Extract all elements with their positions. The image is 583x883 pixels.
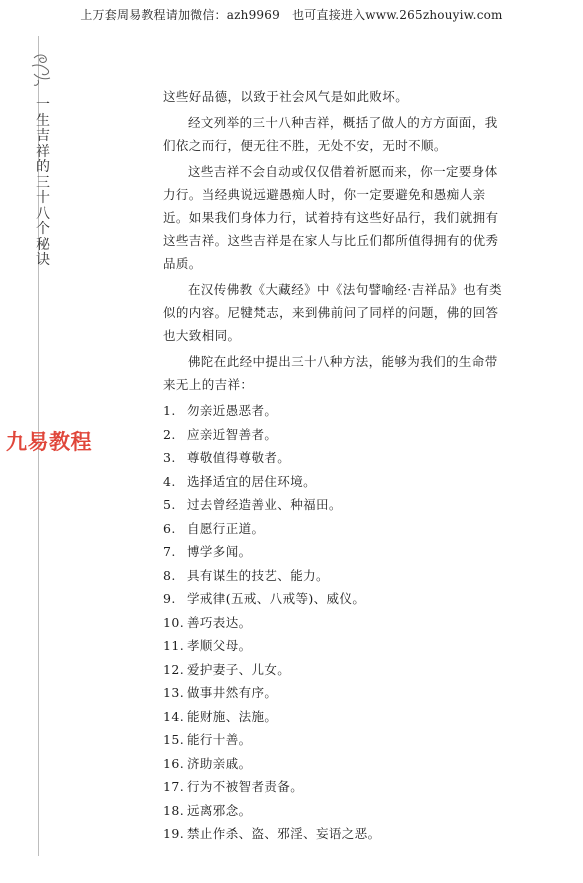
list-item-number: 14. [163, 708, 185, 724]
list-item-number: 5. [163, 497, 176, 512]
list-item [163, 446, 503, 470]
list-item-number: 9. [163, 591, 176, 606]
list-item-number: 15. [163, 732, 185, 747]
list-item [163, 681, 503, 705]
list-item-text: 尊敬值得尊敬者。 [187, 450, 291, 465]
list-item-text: 学戒律(五戒、八戒等)、威仪。 [187, 591, 366, 606]
paragraph: 这些好品德，以致于社会风气是如此败坏。 [163, 89, 409, 104]
list-item-text: 具有谋生的技艺、能力。 [187, 567, 329, 583]
list-item-number: 10. [163, 614, 185, 630]
list-item-number: 12. [163, 661, 185, 677]
page-header-note: 上万套周易教程请加微信：azh9969 也可直接进入www.265zhouyiw.com [80, 8, 503, 22]
paragraph: 经文列举的三十八种吉祥，概括了做人的方方面面，我们依之而行，便无往不胜，无处不安，无时不顺。 [163, 115, 498, 153]
list-item-number: 2. [163, 426, 176, 442]
decorative-logo-icon [28, 52, 54, 88]
list-item-text: 孝顺父母。 [187, 638, 252, 653]
list-item [163, 799, 503, 823]
list-item-text: 博学多闻。 [187, 544, 252, 559]
list-item [163, 517, 503, 541]
list-item [163, 634, 503, 658]
list-item-text: 能财施、法施。 [187, 708, 278, 724]
list-item-number: 3. [163, 450, 176, 465]
list-item [163, 752, 503, 776]
list-item-text: 勿亲近愚恶者。 [187, 403, 278, 418]
list-item [163, 540, 503, 564]
list-item [163, 399, 503, 423]
list-item-text: 爱护妻子、儿女。 [187, 661, 291, 677]
list-item-number: 13. [163, 685, 185, 700]
list-item-number: 8. [163, 567, 176, 583]
list-item-text: 做事井然有序。 [187, 685, 278, 700]
watermark-text: 九易教程 [6, 430, 92, 454]
blessings-list [163, 399, 503, 846]
list-item [163, 564, 503, 588]
list-item-number: 16. [163, 755, 185, 771]
list-item-number: 18. [163, 802, 185, 818]
list-item-text: 过去曾经造善业、种福田。 [187, 497, 342, 512]
paragraph: 佛陀在此经中提出三十八种方法，能够为我们的生命带来无上的吉祥： [163, 354, 498, 392]
list-item [163, 611, 503, 635]
list-item-number: 11. [163, 638, 185, 653]
list-item [163, 775, 503, 799]
list-item [163, 822, 503, 846]
list-item [163, 423, 503, 447]
list-item-number: 1. [163, 403, 176, 418]
paragraph: 这些吉祥不会自动或仅仅借着祈愿而来，你一定要身体力行。当经典说远避愚痴人时，你一定要避免和愚痴人亲近。如果我们身体力行，试着持有这些好品行，我们就拥有这些吉祥。这些吉祥是在家人与比丘们都所值得拥有的优秀品质。 [163, 164, 499, 271]
list-item-text: 济助亲戚。 [187, 755, 252, 771]
list-item [163, 705, 503, 729]
main-content [163, 85, 503, 846]
list-item [163, 658, 503, 682]
paragraph: 在汉传佛教《大藏经》中《法句譬喻经·吉祥品》也有类似的内容。尼犍梵志，来到佛前问了同样的问题，佛的回答也大致相同。 [163, 282, 502, 343]
list-item-text: 选择适宜的居住环境。 [187, 473, 317, 489]
list-item-text: 善巧表达。 [187, 614, 252, 630]
sidebar-book-title: 一生吉祥的三十八个秘诀 [36, 97, 50, 268]
list-item [163, 493, 503, 517]
list-item-number: 4. [163, 473, 176, 489]
list-item-text: 能行十善。 [187, 732, 252, 747]
list-item-text: 禁止作杀、盗、邪淫、妄语之恶。 [187, 826, 381, 841]
list-item-text: 应亲近智善者。 [187, 426, 278, 442]
list-item-number: 17. [163, 779, 185, 794]
list-item [163, 587, 503, 611]
list-item [163, 470, 503, 494]
list-item-number: 7. [163, 544, 176, 559]
list-item-text: 远离邪念。 [187, 802, 252, 818]
list-item [163, 728, 503, 752]
list-item-text: 行为不被智者责备。 [187, 779, 304, 794]
list-item-text: 自愿行正道。 [187, 520, 265, 536]
list-item-number: 19. [163, 826, 185, 841]
list-item-number: 6. [163, 520, 176, 536]
